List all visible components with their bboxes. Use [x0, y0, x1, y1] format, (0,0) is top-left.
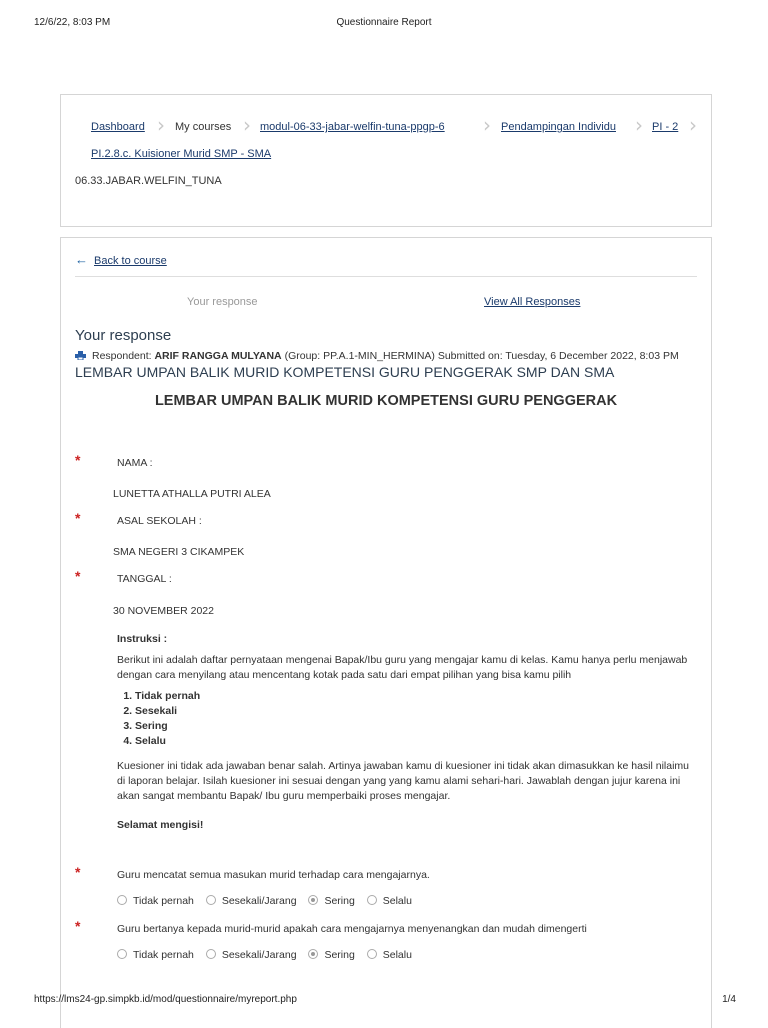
radio-label: Sesekali/Jarang: [221, 949, 297, 961]
question-2-text: Guru bertanya kepada murid-murid apakah cara mengajarnya menyenangkan dan mudah dimengerti: [117, 923, 587, 935]
tab-your-response: Your response: [187, 296, 258, 308]
radio-selected-icon: [308, 949, 318, 959]
printer-icon[interactable]: [75, 351, 86, 360]
radio-label: Sesekali/Jarang: [221, 895, 297, 907]
list-item: 1. Tidak pernah: [135, 689, 689, 704]
print-url: https://lms24-gp.simpkb.id/mod/questionnaire/myreport.php: [34, 994, 297, 1005]
instructions-closing: Selamat mengisi!: [117, 819, 204, 831]
radio-icon: [367, 895, 377, 905]
radio-sering[interactable]: [308, 895, 354, 907]
field-label-tanggal: TANGGAL :: [117, 573, 172, 585]
radio-icon: [367, 949, 377, 959]
chevron-right-icon: ›: [483, 113, 491, 137]
field-value-nama: LUNETTA ATHALLA PUTRI ALEA: [113, 488, 271, 500]
required-icon: *: [75, 864, 81, 880]
required-icon: *: [75, 568, 81, 584]
field-value-asal-sekolah: SMA NEGERI 3 CIKAMPEK: [113, 546, 245, 558]
arrow-left-icon: ←: [75, 252, 88, 267]
breadcrumb-dashboard[interactable]: Dashboard: [91, 121, 145, 133]
breadcrumb-pi2[interactable]: PI - 2: [652, 121, 679, 133]
radio-selected-icon: [308, 895, 318, 905]
survey-title: LEMBAR UMPAN BALIK MURID KOMPETENSI GURU PENGGERAK SMP DAN SMA: [75, 364, 615, 380]
divider: [75, 276, 697, 277]
back-to-course-label: Back to course: [94, 255, 167, 267]
instructions-intro: Berikut ini adalah daftar pernyataan mengenai Bapak/Ibu guru yang mengajar kamu di kelas. Kamu hanya perlu menjawab dengan cara menyilang atau mencentang kotak pada satu dari empat pilihan yang bisa kamu pilih: [117, 654, 688, 681]
required-icon: *: [75, 510, 81, 526]
radio-label: Sering: [324, 895, 355, 907]
radio-sesekali[interactable]: [206, 949, 297, 961]
list-item: 2. Sesekali: [135, 704, 689, 719]
required-icon: *: [75, 452, 81, 468]
respondent-line: [75, 350, 679, 362]
breadcrumb-course[interactable]: modul-06-33-jabar-welfin-tuna-ppgp-6: [260, 121, 445, 133]
radio-label: Selalu: [382, 895, 412, 907]
radio-icon: [117, 895, 127, 905]
radio-icon: [206, 895, 216, 905]
field-label-nama: NAMA :: [117, 457, 153, 469]
print-title: Questionnaire Report: [336, 17, 432, 28]
back-to-course-link[interactable]: [75, 252, 167, 267]
radio-label: Tidak pernah: [133, 949, 194, 961]
radio-label: Sering: [324, 949, 355, 961]
breadcrumb-section[interactable]: Pendampingan Individu: [501, 121, 616, 133]
print-page-number: 1/4: [722, 994, 736, 1005]
radio-icon: [117, 949, 127, 959]
chevron-right-icon: ›: [157, 113, 165, 137]
instructions-title: Instruksi :: [117, 633, 168, 645]
respondent-label: Respondent:: [92, 350, 152, 362]
breadcrumb-my-courses[interactable]: My courses: [175, 121, 232, 133]
page-header-card: [60, 94, 712, 227]
required-icon: *: [75, 918, 81, 934]
radio-sering[interactable]: [308, 949, 354, 961]
chevron-right-icon: ›: [689, 113, 697, 137]
main-content-card: [60, 237, 712, 1028]
instructions-note: Kuesioner ini tidak ada jawaban benar salah. Artinya jawaban kamu di kuesioner ini tidak akan dimasukkan ke hasil nilaimu di laporan belajar. Isilah kuesioner ini sesuai dengan yang yang kamu alami sehari-hari. Jawablah dengan jujur karena ini akan sangat membantu Bapak/ Ibu guru memperbaiki proses mengajar.: [117, 760, 689, 802]
view-all-responses-link[interactable]: View All Responses: [484, 296, 581, 308]
radio-icon: [206, 949, 216, 959]
course-code: 06.33.JABAR.WELFIN_TUNA: [75, 175, 222, 187]
breadcrumb-questionnaire[interactable]: PI.2.8.c. Kuisioner Murid SMP - SMA: [91, 148, 272, 160]
respondent-details: (Group: PP.A.1-MIN_HERMINA) Submitted on: Tuesday, 6 December 2022, 8:03 PM: [284, 350, 679, 362]
field-label-asal-sekolah: ASAL SEKOLAH :: [117, 515, 202, 527]
respondent-name: ARIF RANGGA MULYANA: [154, 350, 282, 362]
radio-label: Tidak pernah: [133, 895, 194, 907]
question-2-choices: [117, 949, 421, 961]
list-item: 4. Selalu: [135, 734, 689, 749]
radio-tidak-pernah[interactable]: [117, 949, 194, 961]
survey-heading: LEMBAR UMPAN BALIK MURID KOMPETENSI GURU PENGGERAK: [154, 393, 618, 409]
radio-sesekali[interactable]: [206, 895, 297, 907]
your-response-heading: Your response: [75, 327, 172, 344]
question-1-text: Guru mencatat semua masukan murid terhadap cara mengajarnya.: [117, 869, 430, 881]
radio-selalu[interactable]: [367, 949, 412, 961]
chevron-right-icon: ›: [635, 113, 643, 137]
instructions-block: [117, 632, 689, 833]
print-date: 12/6/22, 8:03 PM: [34, 17, 111, 28]
list-item: 3. Sering: [135, 719, 689, 734]
chevron-right-icon: ›: [243, 113, 251, 137]
answer-options-list: [117, 689, 689, 749]
radio-label: Selalu: [382, 949, 412, 961]
field-value-tanggal: 30 NOVEMBER 2022: [113, 605, 214, 617]
question-1-choices: [117, 895, 421, 907]
radio-selalu[interactable]: [367, 895, 412, 907]
radio-tidak-pernah[interactable]: [117, 895, 194, 907]
